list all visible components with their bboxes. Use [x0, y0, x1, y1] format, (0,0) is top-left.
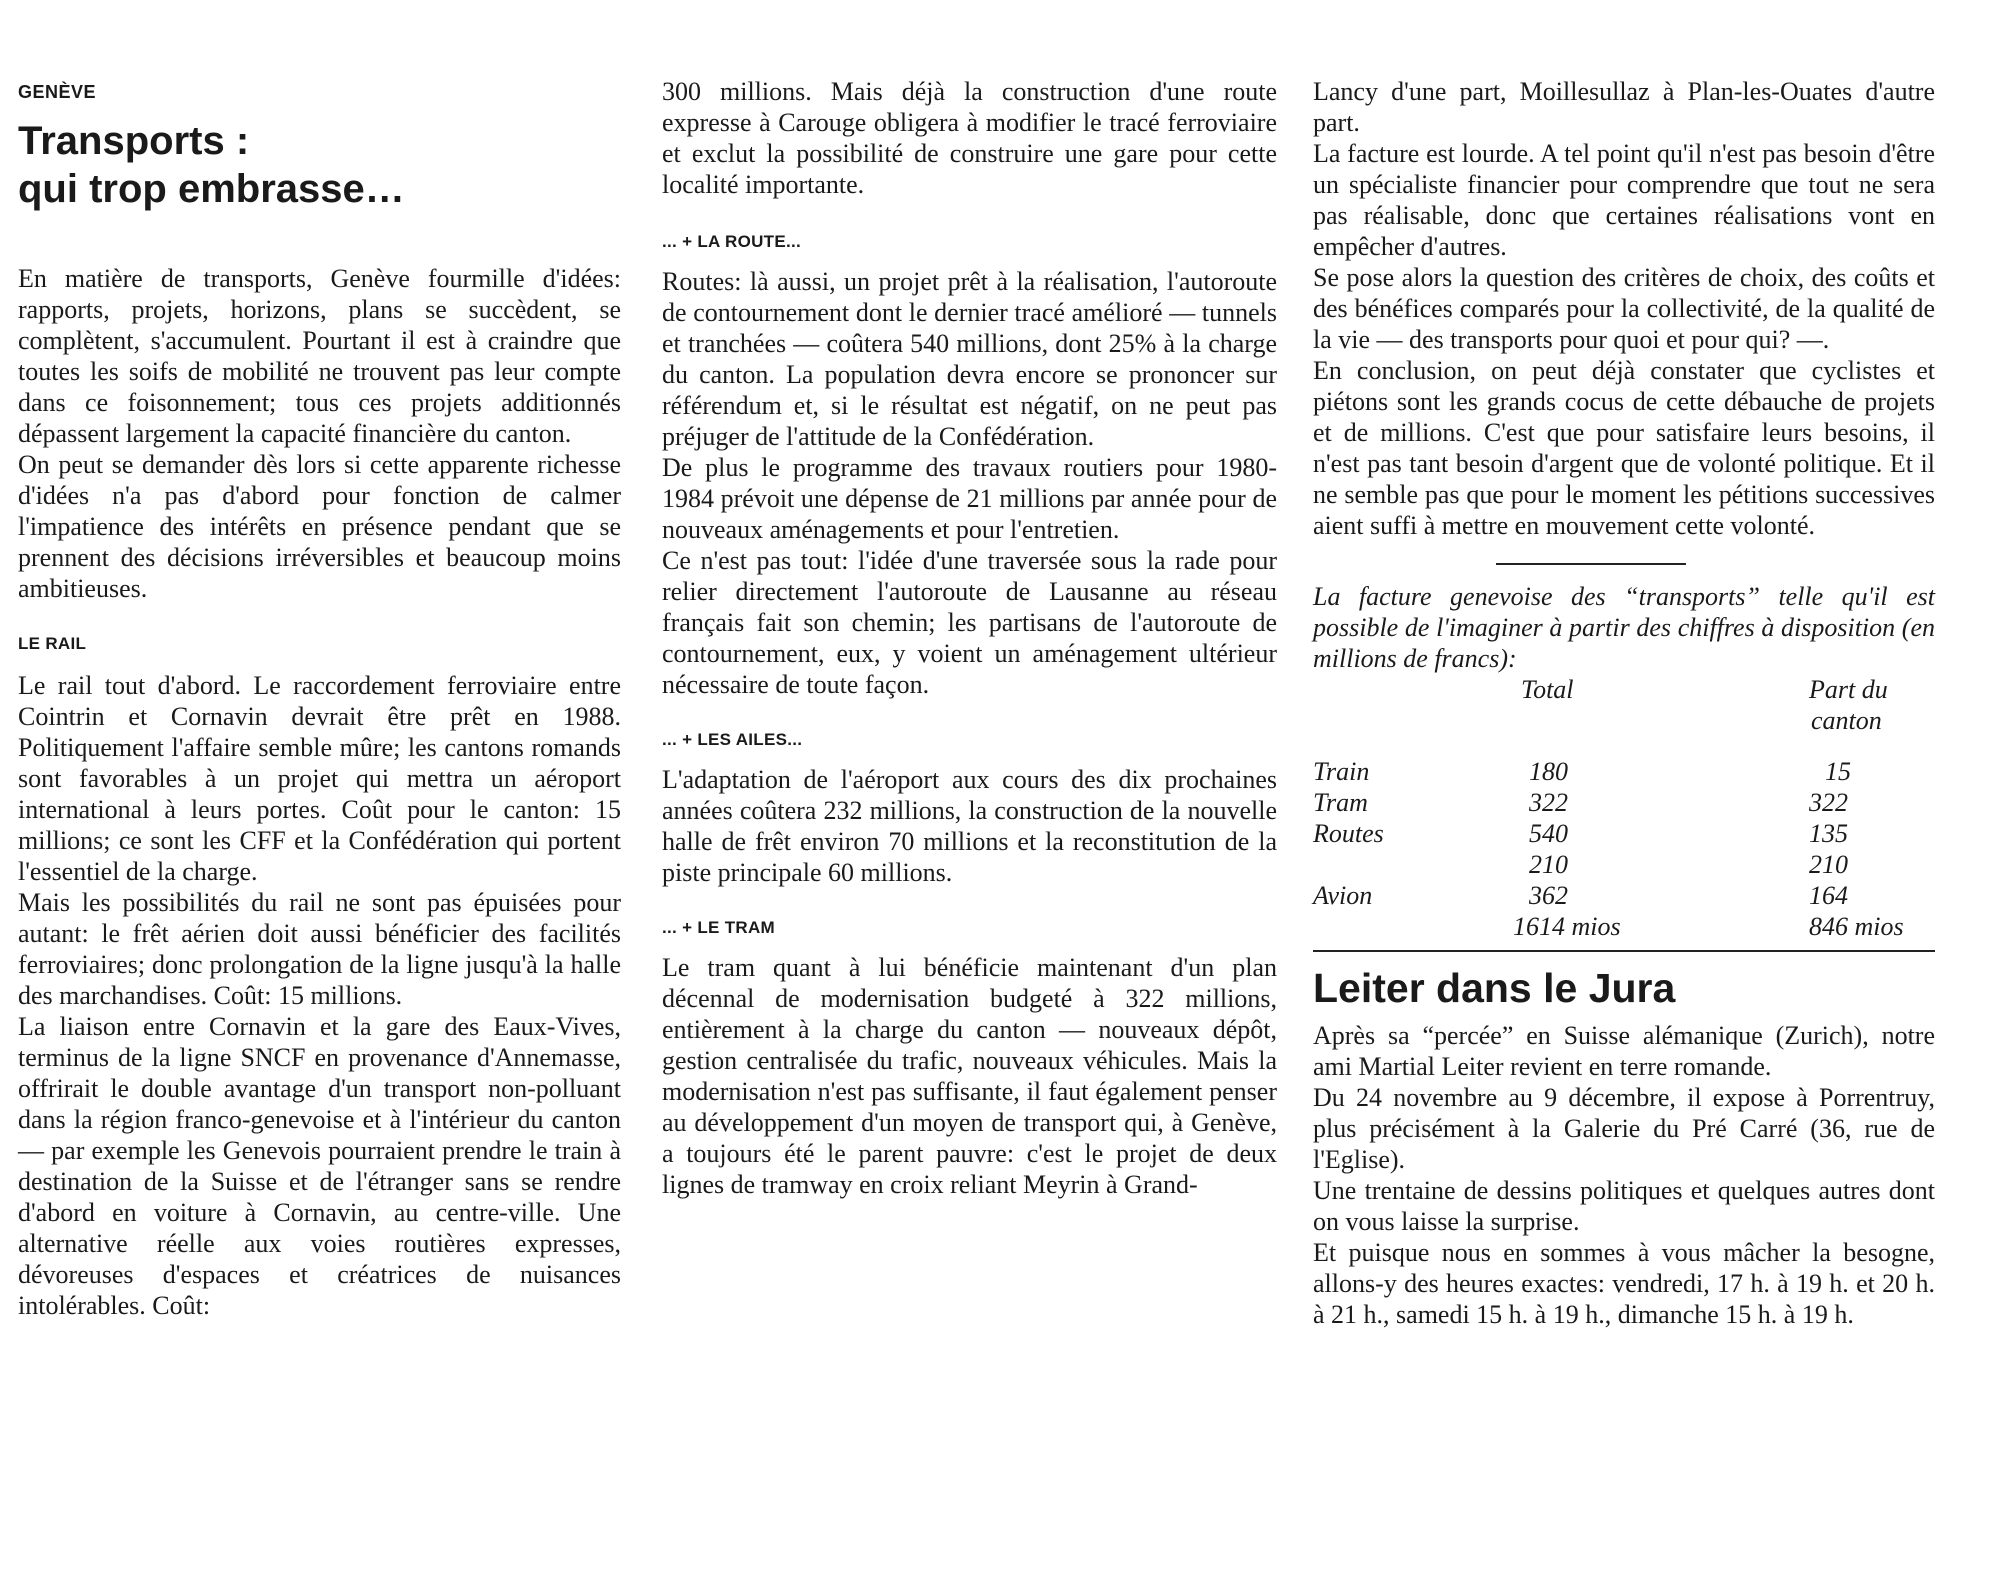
- section-heading-ailes: ... + LES AILES...: [662, 730, 803, 749]
- sum-part: 846 mios: [1809, 912, 1904, 941]
- headline-line-2: qui trop embrasse…: [18, 167, 405, 211]
- row-total: 180: [1529, 757, 1568, 786]
- column-header-total: Total: [1521, 675, 1574, 704]
- paragraph: De plus le programme des travaux routiers pour 1980-1984 prévoit une dépense de 21 millions par année pour de nouveaux aménagements et pour l'entretien.: [662, 453, 1277, 544]
- section-heading-tram: ... + LE TRAM: [662, 918, 775, 937]
- table-row: [1313, 880, 1935, 911]
- paragraph: Le tram quant à lui bénéficie maintenant d'un plan décennal de modernisation budgeté à 322 millions, entièrement à la charge du canton — nouveaux dépôt, gestion centralisée du trafic, nouveaux véhicules. Mais la modernisation n'est pas suffisante, il faut également penser au développement d'un moyen de transport qui, à Genève, a toujours été le parent pauvre: c'est le projet de deux lignes de tramway en croix reliant Meyrin à Grand-: [662, 953, 1277, 1199]
- row-total: 322: [1529, 788, 1568, 817]
- table-row: [1313, 849, 1935, 880]
- column-header-part-line-1: Part du: [1809, 675, 1888, 704]
- intro-paragraph: En matière de transports, Genève fourmille d'idées: rapports, projets, horizons, plans se succèdent, se complètent, s'accumulent. Pourtant il est à craindre que toutes les soifs de mobilité ne trouvent pas leur compte dans ce foisonnement; tous ces projets additionnés dépassent largement la capacité financière du canton.: [18, 264, 621, 448]
- row-label: Avion: [1313, 881, 1373, 910]
- paragraph: Routes: là aussi, un projet prêt à la réalisation, l'autoroute de contournement dont le dernier tracé amélioré — tunnels et tranchées — coûtera 540 millions, dont 25% à la charge du canton. La population devra encore se prononcer sur référendum et, si le résultat est négatif, on ne peut pas préjuger de l'attitude de la Confédération.: [662, 267, 1277, 451]
- column-3: [1313, 70, 1935, 1330]
- row-total: 210: [1529, 850, 1568, 879]
- table-row: [1313, 787, 1935, 818]
- row-label: Train: [1313, 757, 1370, 786]
- paragraph: La liaison entre Cornavin et la gare des Eaux-Vives, terminus de la ligne SNCF en provenance d'Annemasse, offrirait le double avantage d'un transport non-polluant dans la région franco-genevoise et à l'intérieur du canton — par exemple les Genevois pourraient prendre le train à destination de la Suisse et de l'étranger sans se rendre d'abord en voiture à Cornavin, au centre-ville. Une alternative réelle aux voies routières expresses, dévoreuses d'espaces et créatrices de nuisances intolérables. Coût:: [18, 1012, 621, 1320]
- paragraph: Mais les possibilités du rail ne sont pas épuisées pour autant: le frêt aérien doit aussi bénéficier des facilités ferroviaires; donc prolongation de la ligne jusqu'à la halle des marchandises. Coût: 15 millions.: [18, 888, 621, 1010]
- paragraph: Du 24 novembre au 9 décembre, il expose à Porrentruy, plus précisément à la Galerie du Pré Carré (36, rue de l'Eglise).: [1313, 1083, 1935, 1174]
- paragraph: L'adaptation de l'aéroport aux cours des dix prochaines années coûtera 232 millions, la construction de la nouvelle halle de frêt environ 70 millions et la reconstitution de la piste principale 60 millions.: [662, 765, 1277, 887]
- section-heading-rail: LE RAIL: [18, 634, 87, 653]
- table-row: [1313, 818, 1935, 849]
- leiter-headline: Leiter dans le Jura: [1313, 965, 1676, 1011]
- kicker: GENÈVE: [18, 82, 97, 102]
- paragraph: La facture est lourde. A tel point qu'il n'est pas besoin d'être un spécialiste financier pour comprendre que tout ne sera pas réalisable, donc que certaines réalisations vont en empêcher d'autres.: [1313, 139, 1935, 261]
- cost-table: [1313, 674, 1935, 942]
- headline-line-1: Transports :: [18, 119, 250, 163]
- row-label: [1313, 849, 1513, 880]
- paragraph: Après sa “percée” en Suisse alémanique (Zurich), notre ami Martial Leiter revient en terre romande.: [1313, 1021, 1935, 1081]
- paragraph: Ce n'est pas tout: l'idée d'une traversée sous la rade pour relier directement l'autoroute de Lausanne au réseau français fait son chemin; les partisans de l'autoroute de contournement, eux, y voient un aménagement ultérieur nécessaire de toute façon.: [662, 546, 1277, 699]
- paragraph: 300 millions. Mais déjà la construction d'une route expresse à Carouge obligera à modifier le tracé ferroviaire et exclut la possibilité de construire une gare pour cette localité importante.: [662, 77, 1277, 199]
- column-header-part-line-2: canton: [1811, 706, 1882, 735]
- paragraph: On peut se demander dès lors si cette apparente richesse d'idées n'a pas d'abord pour fonction de calmer l'impatience des intérêts en présence pendant que se prennent des décisions irréversibles et beaucoup moins ambitieuses.: [18, 450, 621, 603]
- table-total-row: [1313, 911, 1935, 942]
- column-1: [18, 70, 621, 1321]
- paragraph: En conclusion, on peut déjà constater que cyclistes et piétons sont les grands cocus de cette débauche de projets et de millions. C'est que pour satisfaire leurs besoins, il n'est pas tant besoin d'argent que de volonté politique. Et il ne semble pas que pour le moment les pétitions successives aient suffi à mettre en mouvement cette volonté.: [1313, 356, 1935, 540]
- row-label: Routes: [1313, 819, 1384, 848]
- paragraph: Se pose alors la question des critères de choix, des coûts et des bénéfices comparés pour la collectivité, de la qualité de la vie — des transports pour quoi et pour qui? —.: [1313, 263, 1935, 354]
- paragraph: Et puisque nous en sommes à vous mâcher la besogne, allons-y des heures exactes: vendredi, 17 h. à 19 h. et 20 h. à 21 h., samedi 15 h. à 19 h., dimanche 15 h. à 19 h.: [1313, 1238, 1935, 1329]
- column-header-part: [1809, 674, 1935, 736]
- row-total: 362: [1529, 881, 1568, 910]
- table-header-row: [1313, 674, 1935, 736]
- row-total: 540: [1529, 819, 1568, 848]
- row-part: 322: [1809, 788, 1848, 817]
- paragraph: Une trentaine de dessins politiques et quelques autres dont on vous laisse la surprise.: [1313, 1176, 1935, 1236]
- column-2: [662, 70, 1277, 1200]
- figure-caption: La facture genevoise des “transports” telle qu'il est possible de l'imaginer à partir des chiffres à disposition (en millions de francs):: [1313, 582, 1935, 673]
- divider: [1313, 950, 1935, 952]
- row-label: Tram: [1313, 788, 1368, 817]
- divider: [1496, 563, 1686, 565]
- row-part: 15: [1825, 757, 1851, 786]
- row-part: 210: [1809, 850, 1848, 879]
- table-row: [1313, 756, 1935, 787]
- row-part: 164: [1809, 881, 1848, 910]
- paragraph: Lancy d'une part, Moillesullaz à Plan-les-Ouates d'autre part.: [1313, 77, 1935, 137]
- sum-total: 1614 mios: [1513, 912, 1621, 941]
- paragraph: Le rail tout d'abord. Le raccordement ferroviaire entre Cointrin et Cornavin devrait être prêt en 1988. Politiquement l'affaire semble mûre; les cantons romands sont favorables à un projet qui mettra un aéroport international à leurs portes. Coût pour le canton: 15 millions; ce sont les CFF et la Confédération qui portent l'essentiel de la charge.: [18, 671, 621, 886]
- section-heading-route: ... + LA ROUTE...: [662, 232, 802, 251]
- row-part: 135: [1809, 819, 1848, 848]
